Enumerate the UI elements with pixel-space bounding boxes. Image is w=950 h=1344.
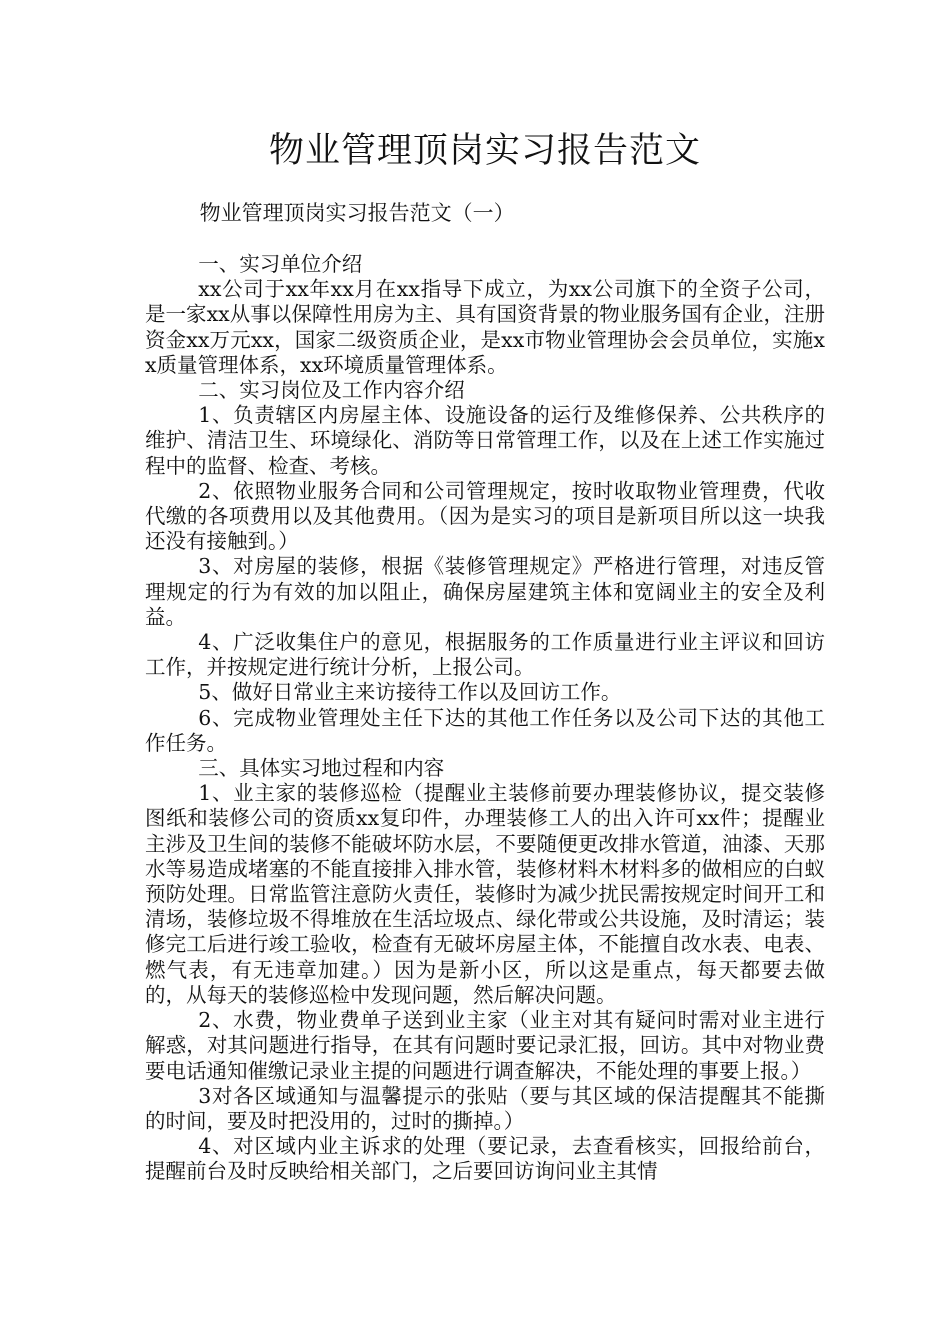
document-title: 物业管理顶岗实习报告范文 xyxy=(268,131,701,171)
paragraph: 5、做好日常业主来访接待工作以及回访工作。 xyxy=(198,680,622,705)
document-body xyxy=(145,252,825,1185)
paragraph: 2、依照物业服务合同和公司管理规定，按时收取物业管理费，代收代缴的各项费用以及其他费用。（因为是实习的项目是新项目所以这一块我还没有接触到。） xyxy=(145,478,825,554)
paragraph: 4、广泛收集住户的意见，根据服务的工作质量进行业主评议和回访工作，并按规定进行统计分析，上报公司。 xyxy=(145,630,825,680)
paragraph: 4、对区域内业主诉求的处理（要记录，去查看核实，回报给前台，提醒前台及时反映给相关部门，之后要回访询问业主其情 xyxy=(145,1134,825,1184)
paragraph: 3、对房屋的装修，根据《装修管理规定》严格进行管理，对违反管理规定的行为有效的加以阻止，确保房屋建筑主体和宽阔业主的安全及利益。 xyxy=(145,554,825,629)
section-heading: 一、实习单位介绍 xyxy=(198,252,363,276)
paragraph: xx公司于xx年xx月在xx指导下成立，为xx公司旗下的全资子公司，是一家xx从事以保障性用房为主、具有国资背景的物业服务国有企业，注册资金xx万元xx，国家二级资质企业，是xx市物业管理协会会员单位，实施xx质量管理体系，xx环境质量管理体系。 xyxy=(145,277,825,377)
document-page xyxy=(145,128,825,1185)
paragraph: 3对各区域通知与温馨提示的张贴（要与其区域的保洁提醒其不能撕的时间，要及时把没用的，过时的撕掉。） xyxy=(145,1083,825,1133)
paragraph: 1、负责辖区内房屋主体、设施设备的运行及维修保养、公共秩序的维护、清洁卫生、环境绿化、消防等日常管理工作，以及在上述工作实施过程中的监督、检查、考核。 xyxy=(145,403,825,478)
document-subtitle: 物业管理顶岗实习报告范文（一） xyxy=(199,201,515,225)
paragraph: 2、水费，物业费单子送到业主家（业主对其有疑问时需对业主进行解惑，对其问题进行指导，在其有问题时要记录汇报，回访。其中对物业费要电话通知催缴记录业主提的问题进行调查解决，不能处理的事要上报。） xyxy=(145,1008,825,1083)
paragraph: 6、完成物业管理处主任下达的其他工作任务以及公司下达的其他工作任务。 xyxy=(145,705,825,755)
paragraph: 1、业主家的装修巡检（提醒业主装修前要办理装修协议，提交装修图纸和装修公司的资质xx复印件，办理装修工人的出入许可xx件；提醒业主涉及卫生间的装修不能破坏防水层，不要随便更改排水管道，油漆、天那水等易造成堵塞的不能直接排入排水管，装修材料木材料多的做相应的白蚁预防处理。日常监管注意防火责任，装修时为减少扰民需按规定时间开工和清场，装修垃圾不得堆放在生活垃圾点、绿化带或公共设施，及时清运；装修完工后进行竣工验收，检查有无破坏房屋主体，不能擅自改水表、电表、燃气表，有无违章加建。）因为是新小区，所以这是重点，每天都要去做的，从每天的装修巡检中发现问题，然后解决问题。 xyxy=(145,781,825,1007)
section-heading: 三、具体实习地过程和内容 xyxy=(198,756,445,781)
section-heading: 二、实习岗位及工作内容介绍 xyxy=(198,378,465,403)
